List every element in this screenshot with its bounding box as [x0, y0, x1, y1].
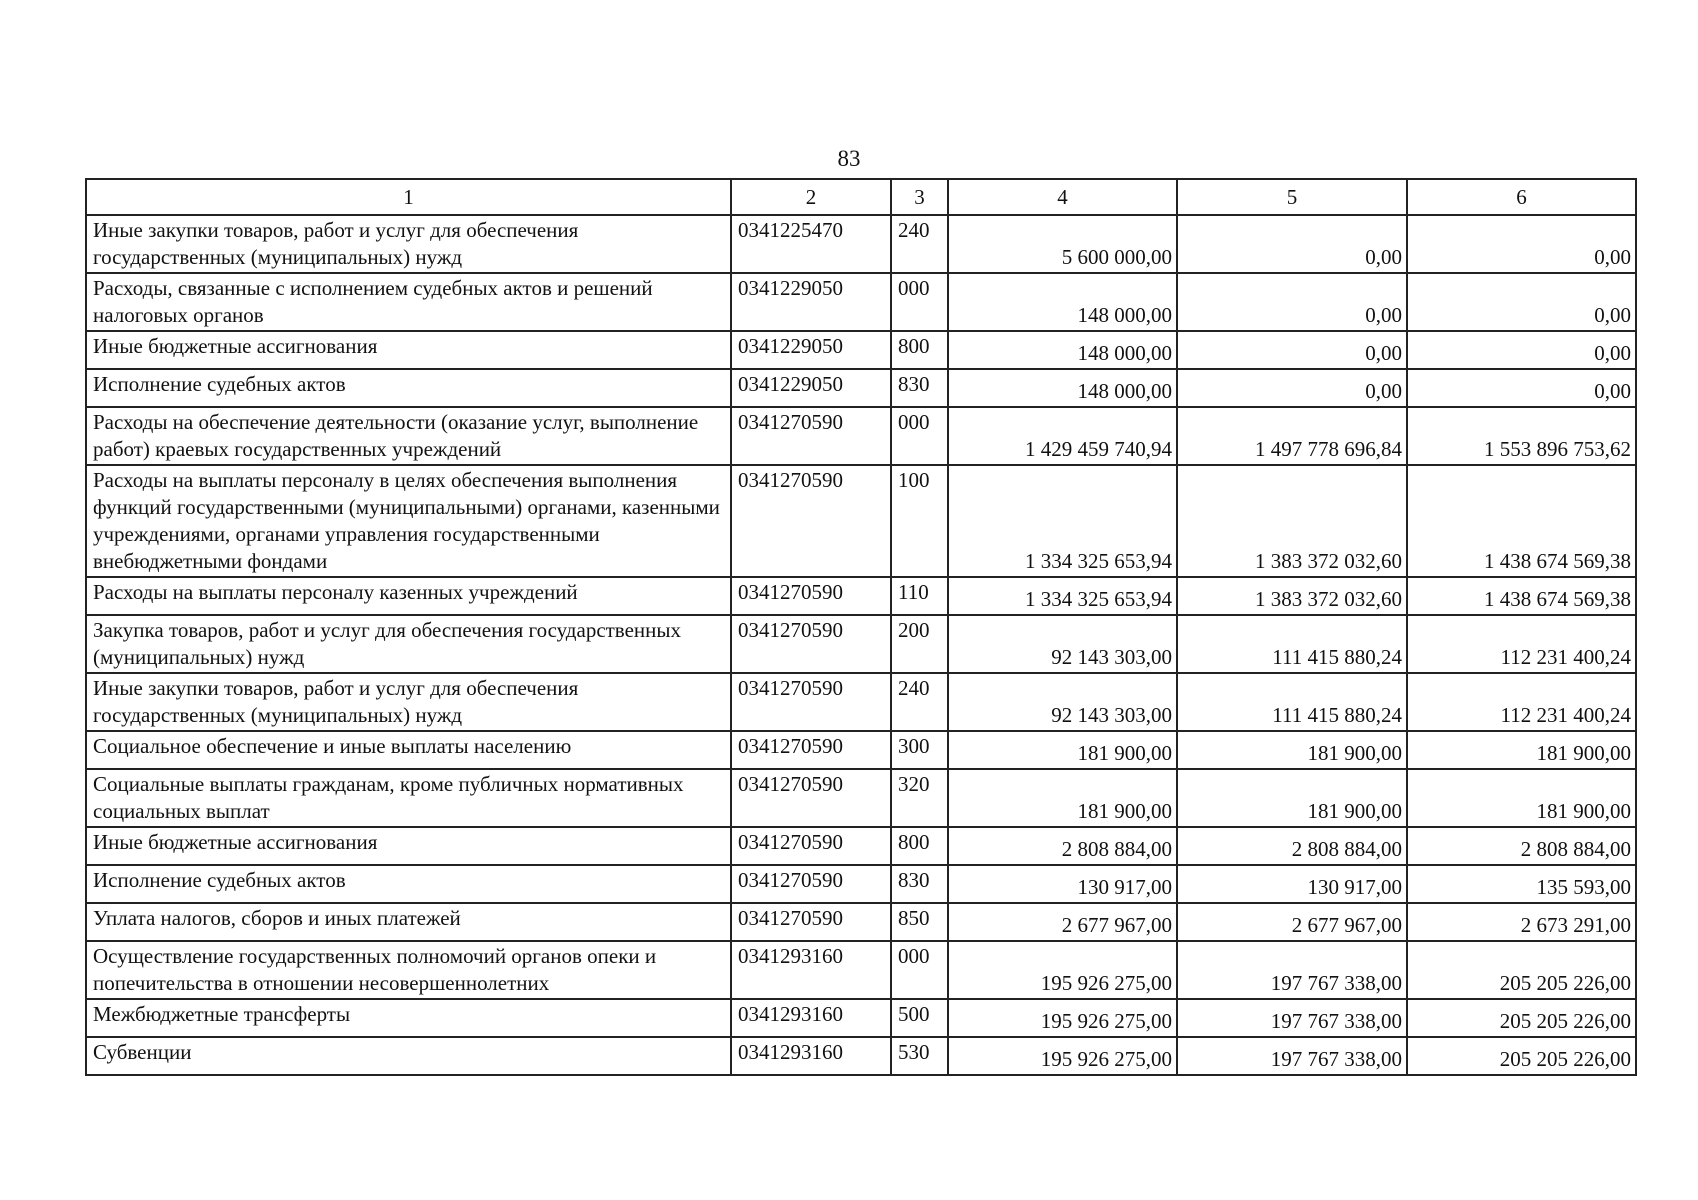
table-row: [86, 769, 1636, 827]
row-amount-col4-cell: 181 900,00: [948, 731, 1177, 769]
table-row: [86, 273, 1636, 331]
column-header-2: 2: [731, 179, 891, 215]
row-code-cell: 0341270590: [731, 615, 891, 673]
row-name-cell: Иные бюджетные ассигнования: [86, 827, 731, 865]
row-code-cell: 0341229050: [731, 273, 891, 331]
table-row: [86, 369, 1636, 407]
row-name-cell: Социальное обеспечение и иные выплаты населению: [86, 731, 731, 769]
row-name-cell: Исполнение судебных актов: [86, 865, 731, 903]
row-name-cell: Расходы на выплаты персоналу казенных учреждений: [86, 577, 731, 615]
row-code-cell: 0341270590: [731, 865, 891, 903]
row-expense-type-cell: 000: [891, 407, 948, 465]
row-amount-col6-cell: 205 205 226,00: [1407, 941, 1636, 999]
row-code-cell: 0341270590: [731, 731, 891, 769]
row-amount-col5-cell: 0,00: [1177, 331, 1407, 369]
row-name-cell: Уплата налогов, сборов и иных платежей: [86, 903, 731, 941]
table-row: [86, 577, 1636, 615]
row-amount-col5-cell: 0,00: [1177, 273, 1407, 331]
row-expense-type-cell: 320: [891, 769, 948, 827]
row-amount-col5-cell: 181 900,00: [1177, 769, 1407, 827]
row-code-cell: 0341229050: [731, 369, 891, 407]
table-row: [86, 215, 1636, 273]
row-code-cell: 0341270590: [731, 673, 891, 731]
table-row: [86, 615, 1636, 673]
column-header-1: 1: [86, 179, 731, 215]
row-code-cell: 0341270590: [731, 465, 891, 577]
table-row: [86, 407, 1636, 465]
row-amount-col5-cell: 181 900,00: [1177, 731, 1407, 769]
row-name-cell: Расходы на выплаты персоналу в целях обеспечения выполнения функций государственными (муниципальными) органами, казенными учреждениями, органами управления государственными внебюджетными фондами: [86, 465, 731, 577]
row-name-cell: Исполнение судебных актов: [86, 369, 731, 407]
row-expense-type-cell: 100: [891, 465, 948, 577]
row-amount-col4-cell: 195 926 275,00: [948, 999, 1177, 1037]
row-code-cell: 0341293160: [731, 1037, 891, 1075]
row-amount-col6-cell: 112 231 400,24: [1407, 673, 1636, 731]
row-code-cell: 0341293160: [731, 999, 891, 1037]
row-expense-type-cell: 830: [891, 865, 948, 903]
row-amount-col5-cell: 197 767 338,00: [1177, 999, 1407, 1037]
row-name-cell: Расходы, связанные с исполнением судебных актов и решений налоговых органов: [86, 273, 731, 331]
row-expense-type-cell: 800: [891, 331, 948, 369]
row-expense-type-cell: 000: [891, 941, 948, 999]
row-amount-col5-cell: 0,00: [1177, 369, 1407, 407]
table-row: [86, 865, 1636, 903]
row-expense-type-cell: 200: [891, 615, 948, 673]
column-header-3: 3: [891, 179, 948, 215]
row-name-cell: Расходы на обеспечение деятельности (оказание услуг, выполнение работ) краевых государственных учреждений: [86, 407, 731, 465]
row-amount-col4-cell: 1 429 459 740,94: [948, 407, 1177, 465]
table-row: [86, 673, 1636, 731]
row-expense-type-cell: 000: [891, 273, 948, 331]
row-amount-col4-cell: 195 926 275,00: [948, 941, 1177, 999]
row-amount-col6-cell: 0,00: [1407, 215, 1636, 273]
row-amount-col6-cell: 1 438 674 569,38: [1407, 465, 1636, 577]
row-expense-type-cell: 530: [891, 1037, 948, 1075]
row-code-cell: 0341293160: [731, 941, 891, 999]
row-amount-col4-cell: 92 143 303,00: [948, 615, 1177, 673]
row-amount-col4-cell: 181 900,00: [948, 769, 1177, 827]
row-expense-type-cell: 240: [891, 673, 948, 731]
row-amount-col4-cell: 148 000,00: [948, 369, 1177, 407]
row-amount-col6-cell: 0,00: [1407, 331, 1636, 369]
row-amount-col4-cell: 5 600 000,00: [948, 215, 1177, 273]
table-row: [86, 465, 1636, 577]
row-amount-col5-cell: 1 497 778 696,84: [1177, 407, 1407, 465]
row-name-cell: Закупка товаров, работ и услуг для обеспечения государственных (муниципальных) нужд: [86, 615, 731, 673]
row-expense-type-cell: 240: [891, 215, 948, 273]
column-header-4: 4: [948, 179, 1177, 215]
row-name-cell: Иные закупки товаров, работ и услуг для обеспечения государственных (муниципальных) нужд: [86, 215, 731, 273]
row-amount-col5-cell: 2 808 884,00: [1177, 827, 1407, 865]
table-row: [86, 1037, 1636, 1075]
row-expense-type-cell: 800: [891, 827, 948, 865]
row-amount-col5-cell: 1 383 372 032,60: [1177, 577, 1407, 615]
row-code-cell: 0341229050: [731, 331, 891, 369]
row-amount-col4-cell: 130 917,00: [948, 865, 1177, 903]
row-amount-col6-cell: 2 808 884,00: [1407, 827, 1636, 865]
row-expense-type-cell: 850: [891, 903, 948, 941]
row-amount-col5-cell: 111 415 880,24: [1177, 615, 1407, 673]
row-amount-col6-cell: 0,00: [1407, 273, 1636, 331]
row-amount-col4-cell: 1 334 325 653,94: [948, 465, 1177, 577]
row-amount-col5-cell: 197 767 338,00: [1177, 941, 1407, 999]
row-name-cell: Иные бюджетные ассигнования: [86, 331, 731, 369]
row-amount-col6-cell: 112 231 400,24: [1407, 615, 1636, 673]
row-amount-col4-cell: 2 677 967,00: [948, 903, 1177, 941]
row-amount-col5-cell: 111 415 880,24: [1177, 673, 1407, 731]
row-amount-col6-cell: 205 205 226,00: [1407, 1037, 1636, 1075]
row-amount-col4-cell: 2 808 884,00: [948, 827, 1177, 865]
page-number: 83: [837, 146, 861, 171]
row-amount-col4-cell: 148 000,00: [948, 273, 1177, 331]
row-amount-col5-cell: 2 677 967,00: [1177, 903, 1407, 941]
row-amount-col5-cell: 1 383 372 032,60: [1177, 465, 1407, 577]
row-amount-col4-cell: 92 143 303,00: [948, 673, 1177, 731]
row-amount-col6-cell: 1 553 896 753,62: [1407, 407, 1636, 465]
table-row: [86, 903, 1636, 941]
column-header-5: 5: [1177, 179, 1407, 215]
table-row: [86, 941, 1636, 999]
budget-table: [85, 178, 1637, 1076]
row-amount-col6-cell: 135 593,00: [1407, 865, 1636, 903]
table-row: [86, 331, 1636, 369]
column-number-row: [86, 179, 1636, 215]
row-code-cell: 0341270590: [731, 827, 891, 865]
row-amount-col5-cell: 0,00: [1177, 215, 1407, 273]
row-name-cell: Осуществление государственных полномочий органов опеки и попечительства в отношении несовершеннолетних: [86, 941, 731, 999]
budget-table-body: [86, 179, 1636, 1075]
row-code-cell: 0341270590: [731, 769, 891, 827]
row-expense-type-cell: 110: [891, 577, 948, 615]
row-amount-col4-cell: 1 334 325 653,94: [948, 577, 1177, 615]
row-expense-type-cell: 500: [891, 999, 948, 1037]
row-code-cell: 0341270590: [731, 407, 891, 465]
row-amount-col6-cell: 1 438 674 569,38: [1407, 577, 1636, 615]
column-header-6: 6: [1407, 179, 1636, 215]
row-name-cell: Иные закупки товаров, работ и услуг для обеспечения государственных (муниципальных) нужд: [86, 673, 731, 731]
table-row: [86, 999, 1636, 1037]
row-name-cell: Субвенции: [86, 1037, 731, 1075]
row-expense-type-cell: 830: [891, 369, 948, 407]
table-row: [86, 827, 1636, 865]
row-amount-col6-cell: 205 205 226,00: [1407, 999, 1636, 1037]
row-amount-col5-cell: 130 917,00: [1177, 865, 1407, 903]
row-amount-col6-cell: 2 673 291,00: [1407, 903, 1636, 941]
row-amount-col5-cell: 197 767 338,00: [1177, 1037, 1407, 1075]
row-code-cell: 0341270590: [731, 903, 891, 941]
row-expense-type-cell: 300: [891, 731, 948, 769]
row-code-cell: 0341225470: [731, 215, 891, 273]
row-name-cell: Межбюджетные трансферты: [86, 999, 731, 1037]
table-row: [86, 731, 1636, 769]
row-amount-col6-cell: 0,00: [1407, 369, 1636, 407]
row-code-cell: 0341270590: [731, 577, 891, 615]
row-amount-col4-cell: 148 000,00: [948, 331, 1177, 369]
row-amount-col6-cell: 181 900,00: [1407, 731, 1636, 769]
row-amount-col4-cell: 195 926 275,00: [948, 1037, 1177, 1075]
row-name-cell: Социальные выплаты гражданам, кроме публичных нормативных социальных выплат: [86, 769, 731, 827]
row-amount-col6-cell: 181 900,00: [1407, 769, 1636, 827]
